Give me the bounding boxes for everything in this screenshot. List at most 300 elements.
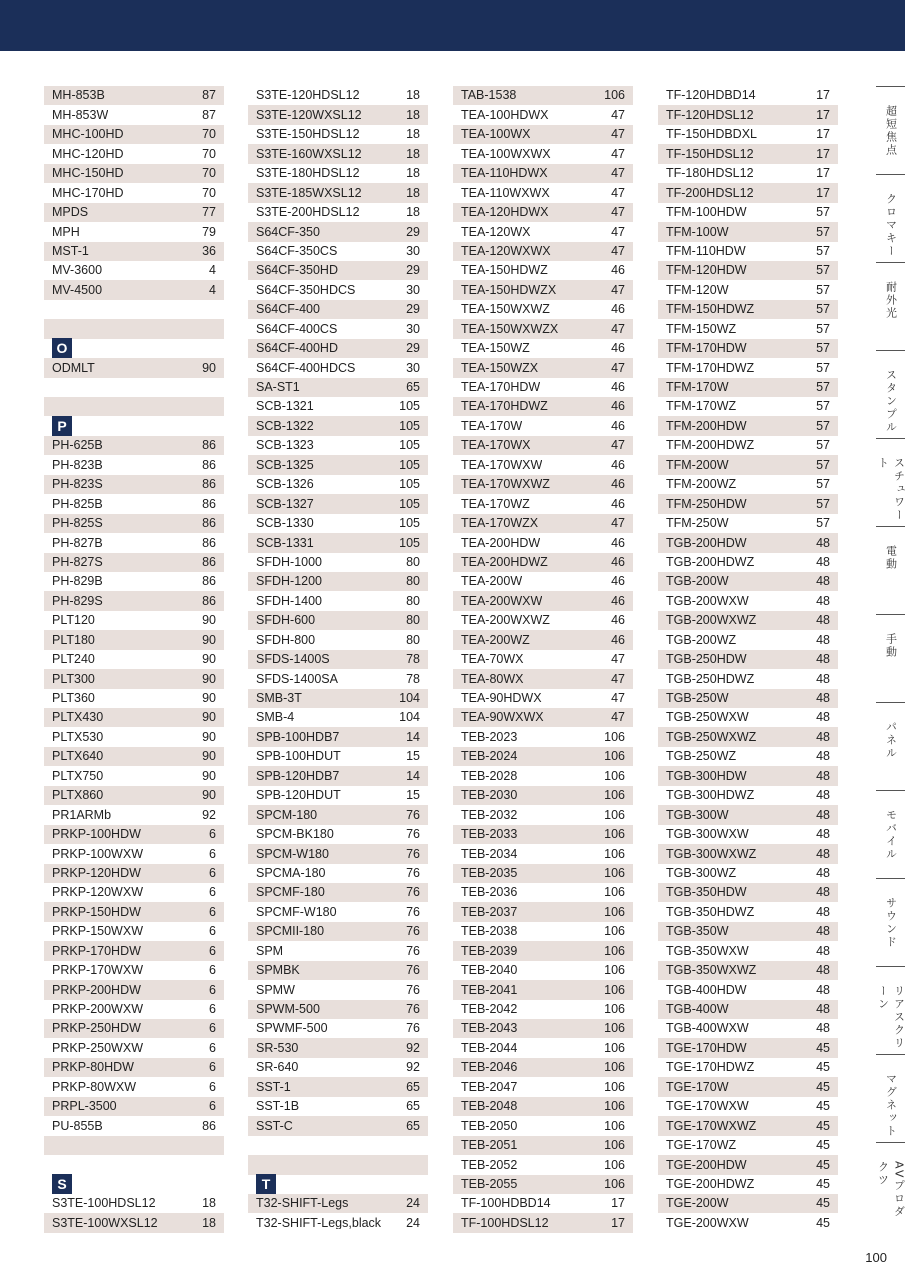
page-ref: 76 (406, 885, 420, 900)
model-name: PRKP-100WXW (52, 847, 143, 861)
index-entry (248, 864, 428, 883)
index-entry (658, 1097, 838, 1116)
page-ref: 104 (399, 710, 420, 725)
index-entry (453, 825, 633, 844)
model-name: SPMBK (256, 964, 300, 977)
side-tab[interactable] (876, 1054, 905, 1142)
index-entry (453, 1077, 633, 1096)
page-ref: 76 (406, 827, 420, 842)
page-ref: 6 (209, 924, 216, 939)
page-number: 100 (865, 1250, 887, 1265)
index-entry (658, 1194, 838, 1213)
model-name: TEA-200HDWZ (461, 555, 548, 569)
page-ref: 47 (611, 671, 625, 686)
page-ref: 90 (202, 749, 216, 764)
side-tab[interactable] (876, 1142, 905, 1230)
model-name: TEB-2032 (461, 808, 518, 822)
side-tab[interactable] (876, 790, 905, 878)
model-name: TEA-100WX (461, 128, 531, 141)
page-ref: 29 (406, 341, 420, 356)
index-entry (453, 1000, 633, 1019)
header-bar (0, 0, 905, 51)
index-column-2 (248, 86, 428, 1233)
page-ref: 48 (816, 904, 830, 919)
page-ref: 46 (611, 554, 625, 569)
page-ref: 86 (202, 593, 216, 608)
model-name: S3TE-100HDSL12 (52, 1197, 156, 1210)
page-ref: 17 (611, 1215, 625, 1230)
page-ref: 24 (406, 1196, 420, 1211)
page-ref: 24 (406, 1215, 420, 1230)
index-entry (658, 553, 838, 572)
model-name: TEB-2035 (461, 866, 518, 880)
index-entry (658, 591, 838, 610)
model-name: TGB-350W (666, 925, 729, 938)
model-name: SPM (256, 944, 284, 958)
model-name: TGB-400HDW (666, 983, 747, 997)
index-entry (44, 669, 224, 688)
model-name: TEA-150HDWZX (461, 283, 557, 297)
model-name: TEA-170WXW (461, 458, 543, 472)
model-name: TGB-300HDWZ (666, 789, 755, 802)
page-ref: 47 (611, 438, 625, 453)
index-entry (248, 105, 428, 124)
model-name: MST-1 (52, 244, 89, 258)
model-name: SFDS-1400SA (256, 672, 338, 686)
model-name: TEA-170HDWZ (461, 400, 548, 413)
page-ref: 46 (611, 457, 625, 472)
page-ref: 78 (406, 652, 420, 667)
model-name: TEA-200WZ (461, 633, 530, 647)
page-ref: 90 (202, 729, 216, 744)
index-entry (44, 902, 224, 921)
side-tab-label: スチュワート (876, 457, 905, 522)
model-name: TEB-2040 (461, 964, 518, 977)
index-entry (453, 242, 633, 261)
page-ref: 76 (406, 865, 420, 880)
page-ref: 18 (406, 107, 420, 122)
index-entry (248, 980, 428, 999)
model-name: TEB-2043 (461, 1022, 518, 1035)
page-ref: 6 (209, 963, 216, 978)
index-entry (44, 1213, 224, 1232)
page-ref: 105 (399, 516, 420, 531)
page-ref: 105 (399, 418, 420, 433)
model-name: PRKP-150WXW (52, 925, 143, 938)
index-entry (44, 533, 224, 552)
model-name: TEA-200HDW (461, 536, 541, 550)
model-name: SFDH-1200 (256, 575, 322, 588)
model-name: SPCM-BK180 (256, 828, 334, 841)
model-name: PLTX860 (52, 789, 104, 802)
index-entry (453, 689, 633, 708)
spacer-row (44, 378, 224, 397)
model-name: TFM-200HDW (666, 419, 747, 433)
index-entry (658, 164, 838, 183)
index-entry (44, 164, 224, 183)
index-entry (44, 125, 224, 144)
index-entry (44, 242, 224, 261)
page-ref: 106 (604, 1079, 625, 1094)
index-entry (44, 591, 224, 610)
model-name: S64CF-400CS (256, 322, 338, 336)
model-name: TFM-200W (666, 458, 729, 472)
page-ref: 106 (604, 1138, 625, 1153)
section-letter-row (44, 416, 224, 435)
model-name: MV-3600 (52, 264, 103, 277)
index-entry (658, 941, 838, 960)
page-ref: 47 (611, 516, 625, 531)
page-ref: 6 (209, 846, 216, 861)
index-entry (44, 475, 224, 494)
index-entry (44, 203, 224, 222)
index-entry (248, 514, 428, 533)
side-tab[interactable] (876, 966, 905, 1054)
model-name: TF-120HDSL12 (666, 108, 754, 122)
model-name: TFM-100W (666, 225, 729, 239)
side-tab-label: クロマキー (884, 193, 898, 258)
index-entry (248, 494, 428, 513)
model-name: SPCMF-180 (256, 886, 325, 899)
page-ref: 48 (816, 943, 830, 958)
model-name: TEB-2038 (461, 925, 518, 938)
index-entry (453, 1213, 633, 1232)
page-ref: 106 (604, 963, 625, 978)
model-name: TGB-300WZ (666, 866, 737, 880)
index-entry (453, 1116, 633, 1135)
page-ref: 77 (202, 205, 216, 220)
page-ref: 18 (406, 127, 420, 142)
index-entry (248, 261, 428, 280)
index-entry (658, 436, 838, 455)
page-ref: 29 (406, 224, 420, 239)
spacer-row (44, 397, 224, 416)
side-tab-label: 超短焦点 (884, 105, 898, 157)
page-ref: 45 (816, 1079, 830, 1094)
index-entry (44, 708, 224, 727)
page-ref: 106 (604, 982, 625, 997)
page-ref: 47 (611, 107, 625, 122)
model-name: TFM-150HDWZ (666, 303, 755, 316)
page-ref: 106 (604, 846, 625, 861)
index-entry (44, 1077, 224, 1096)
index-entry (44, 183, 224, 202)
model-name: TGB-200WXWZ (666, 614, 757, 627)
index-entry (248, 222, 428, 241)
index-entry (453, 86, 633, 105)
index-entry (658, 261, 838, 280)
model-name: TEA-100WXWX (461, 147, 551, 161)
page-ref: 48 (816, 885, 830, 900)
page-ref: 57 (816, 380, 830, 395)
page-ref: 70 (202, 146, 216, 161)
model-name: MHC-170HD (52, 186, 124, 200)
page-ref: 106 (604, 1021, 625, 1036)
page-ref: 90 (202, 710, 216, 725)
page-ref: 48 (816, 554, 830, 569)
index-entry (248, 1097, 428, 1116)
index-entry (658, 922, 838, 941)
page-ref: 18 (406, 146, 420, 161)
index-entry (248, 358, 428, 377)
page-ref: 57 (816, 457, 830, 472)
index-entry (248, 727, 428, 746)
model-name: SPMW (256, 983, 295, 997)
page-ref: 86 (202, 516, 216, 531)
model-name: TGB-300WXWZ (666, 847, 757, 861)
model-name: TEB-2024 (461, 750, 518, 763)
side-tab[interactable] (876, 526, 905, 614)
page-ref: 70 (202, 166, 216, 181)
model-name: TEB-2039 (461, 944, 518, 958)
side-tab[interactable] (876, 86, 905, 174)
model-name: TF-100HDBD14 (461, 1197, 551, 1210)
page-ref: 45 (816, 1060, 830, 1075)
model-name: TGB-250HDWZ (666, 672, 755, 686)
page-ref: 6 (209, 1021, 216, 1036)
page-ref: 14 (406, 729, 420, 744)
index-entry (44, 105, 224, 124)
model-name: TGE-200WXW (666, 1216, 749, 1230)
model-name: SPB-100HDUT (256, 750, 341, 763)
index-entry (248, 300, 428, 319)
model-name: PRKP-250HDW (52, 1022, 141, 1035)
model-name: TEB-2050 (461, 1119, 518, 1133)
model-name: S64CF-350 (256, 225, 320, 239)
model-name: MHC-150HD (52, 167, 124, 180)
page-ref: 90 (202, 613, 216, 628)
section-letter-row (44, 339, 224, 358)
model-name: TEB-2052 (461, 1158, 518, 1172)
model-name: PR1ARMb (52, 808, 112, 822)
model-name: TGB-200WZ (666, 633, 737, 647)
index-entry (453, 378, 633, 397)
index-entry (453, 630, 633, 649)
index-entry (44, 766, 224, 785)
page-ref: 76 (406, 924, 420, 939)
model-name: PRKP-120HDW (52, 866, 141, 880)
index-entry (453, 164, 633, 183)
index-entry (248, 786, 428, 805)
model-name: S3TE-185WXSL12 (256, 186, 362, 200)
model-name: TEA-90HDWX (461, 692, 542, 705)
page-ref: 46 (611, 302, 625, 317)
index-column-1 (44, 86, 224, 1233)
model-name: SPCM-180 (256, 808, 318, 822)
page-ref: 65 (406, 1118, 420, 1133)
page-ref: 106 (604, 1157, 625, 1172)
page-ref: 106 (604, 1002, 625, 1017)
page-ref: 106 (604, 885, 625, 900)
side-tab[interactable] (876, 614, 905, 702)
page-ref: 47 (611, 691, 625, 706)
page-ref: 90 (202, 768, 216, 783)
page-ref: 46 (611, 593, 625, 608)
index-entry (248, 883, 428, 902)
index-entry (658, 1155, 838, 1174)
page-ref: 48 (816, 1002, 830, 1017)
page-ref: 47 (611, 224, 625, 239)
model-name: TEB-2055 (461, 1177, 518, 1191)
page-ref: 92 (406, 1040, 420, 1055)
page-ref: 47 (611, 321, 625, 336)
model-name: TEB-2044 (461, 1041, 518, 1055)
index-entry (453, 1097, 633, 1116)
model-name: TEB-2041 (461, 983, 518, 997)
page-ref: 30 (406, 243, 420, 258)
index-entry (44, 630, 224, 649)
side-tab[interactable] (876, 174, 905, 262)
side-tab-label: 耐外光 (884, 281, 898, 320)
model-name: SPWMF-500 (256, 1022, 328, 1035)
page-ref: 6 (209, 904, 216, 919)
page-ref: 6 (209, 885, 216, 900)
index-entry (453, 669, 633, 688)
page-ref: 57 (816, 438, 830, 453)
index-entry (658, 203, 838, 222)
index-entry (453, 1038, 633, 1057)
page-ref: 48 (816, 652, 830, 667)
page-ref: 106 (604, 924, 625, 939)
page-ref: 57 (816, 341, 830, 356)
index-entry (248, 825, 428, 844)
model-name: PH-829S (52, 594, 103, 608)
model-name: S3TE-120WXSL12 (256, 108, 362, 122)
index-entry (658, 669, 838, 688)
page-ref: 65 (406, 380, 420, 395)
index-entry (453, 591, 633, 610)
index-entry (248, 183, 428, 202)
section-letter-badge: P (52, 416, 72, 436)
index-entry (453, 300, 633, 319)
page-ref: 18 (406, 166, 420, 181)
model-name: PRKP-80HDW (52, 1061, 134, 1074)
index-entry (248, 747, 428, 766)
model-name: TFM-150WZ (666, 322, 737, 336)
index-entry (453, 105, 633, 124)
index-entry (453, 203, 633, 222)
index-entry (658, 242, 838, 261)
model-name: TEB-2048 (461, 1100, 518, 1113)
index-entry (453, 416, 633, 435)
index-entry (44, 747, 224, 766)
index-entry (248, 805, 428, 824)
model-name: S64CF-350HDCS (256, 283, 356, 297)
index-entry (453, 144, 633, 163)
page-ref: 15 (406, 788, 420, 803)
page-ref: 6 (209, 1079, 216, 1094)
page-ref: 48 (816, 982, 830, 997)
index-entry (44, 514, 224, 533)
model-name: S3TE-100WXSL12 (52, 1216, 158, 1230)
page-ref: 57 (816, 418, 830, 433)
model-name: TEA-150WZ (461, 342, 530, 355)
index-entry (44, 222, 224, 241)
index-entry (453, 1019, 633, 1038)
index-entry (658, 222, 838, 241)
index-entry (658, 455, 838, 474)
page-ref: 48 (816, 788, 830, 803)
model-name: PH-825S (52, 517, 103, 530)
model-name: SPCMA-180 (256, 866, 326, 880)
page-ref: 86 (202, 554, 216, 569)
model-name: TEA-110HDWX (461, 167, 548, 180)
model-name: TGB-250WXWZ (666, 730, 757, 744)
index-entry (453, 1194, 633, 1213)
index-entry (658, 786, 838, 805)
model-name: SFDH-1400 (256, 594, 322, 608)
index-entry (248, 591, 428, 610)
model-name: SPWM-500 (256, 1003, 320, 1016)
page-ref: 106 (604, 1176, 625, 1191)
side-tab[interactable] (876, 878, 905, 966)
page-ref: 45 (816, 1196, 830, 1211)
page-ref: 46 (611, 632, 625, 647)
side-tab[interactable] (876, 350, 905, 438)
side-tab[interactable] (876, 438, 905, 526)
index-entry (44, 455, 224, 474)
index-entry (248, 242, 428, 261)
model-name: SCB-1325 (256, 458, 314, 472)
model-name: SPCMII-180 (256, 925, 325, 938)
model-name: PH-829B (52, 575, 103, 588)
index-entry (248, 144, 428, 163)
model-name: PH-625B (52, 439, 103, 452)
model-name: TEB-2028 (461, 769, 518, 783)
model-name: TEB-2030 (461, 789, 518, 802)
page-ref: 70 (202, 127, 216, 142)
side-tab[interactable] (876, 702, 905, 790)
index-entry (44, 144, 224, 163)
index-entry (248, 1058, 428, 1077)
index-entry (44, 786, 224, 805)
page-ref: 106 (604, 749, 625, 764)
model-name: S64CF-400HDCS (256, 361, 356, 375)
model-name: SST-C (256, 1119, 293, 1133)
model-name: TEA-120HDWX (461, 206, 549, 219)
side-tab[interactable] (876, 262, 905, 350)
model-name: TGB-250W (666, 692, 729, 705)
index-entry (248, 280, 428, 299)
index-entry (44, 883, 224, 902)
model-name: PU-855B (52, 1119, 103, 1133)
index-entry (453, 455, 633, 474)
model-name: PLT360 (52, 692, 95, 705)
model-name: SR-530 (256, 1041, 299, 1055)
index-entry (248, 766, 428, 785)
page-ref: 65 (406, 1099, 420, 1114)
page-ref: 106 (604, 807, 625, 822)
page-ref: 46 (611, 341, 625, 356)
index-entry (658, 844, 838, 863)
page-ref: 48 (816, 963, 830, 978)
page-ref: 86 (202, 477, 216, 492)
model-name: T32-SHIFT-Legs,black (256, 1216, 382, 1230)
page-ref: 57 (816, 282, 830, 297)
index-entry (658, 611, 838, 630)
model-name: PLTX430 (52, 711, 104, 724)
index-entry (658, 1116, 838, 1135)
model-name: S3TE-200HDSL12 (256, 206, 360, 219)
page-ref: 106 (604, 1040, 625, 1055)
model-name: PH-823S (52, 478, 103, 491)
index-entry (658, 1038, 838, 1057)
index-entry (453, 280, 633, 299)
page-ref: 45 (816, 1176, 830, 1191)
model-name: TGB-250HDW (666, 653, 747, 666)
page-ref: 87 (202, 88, 216, 103)
index-entry (658, 378, 838, 397)
